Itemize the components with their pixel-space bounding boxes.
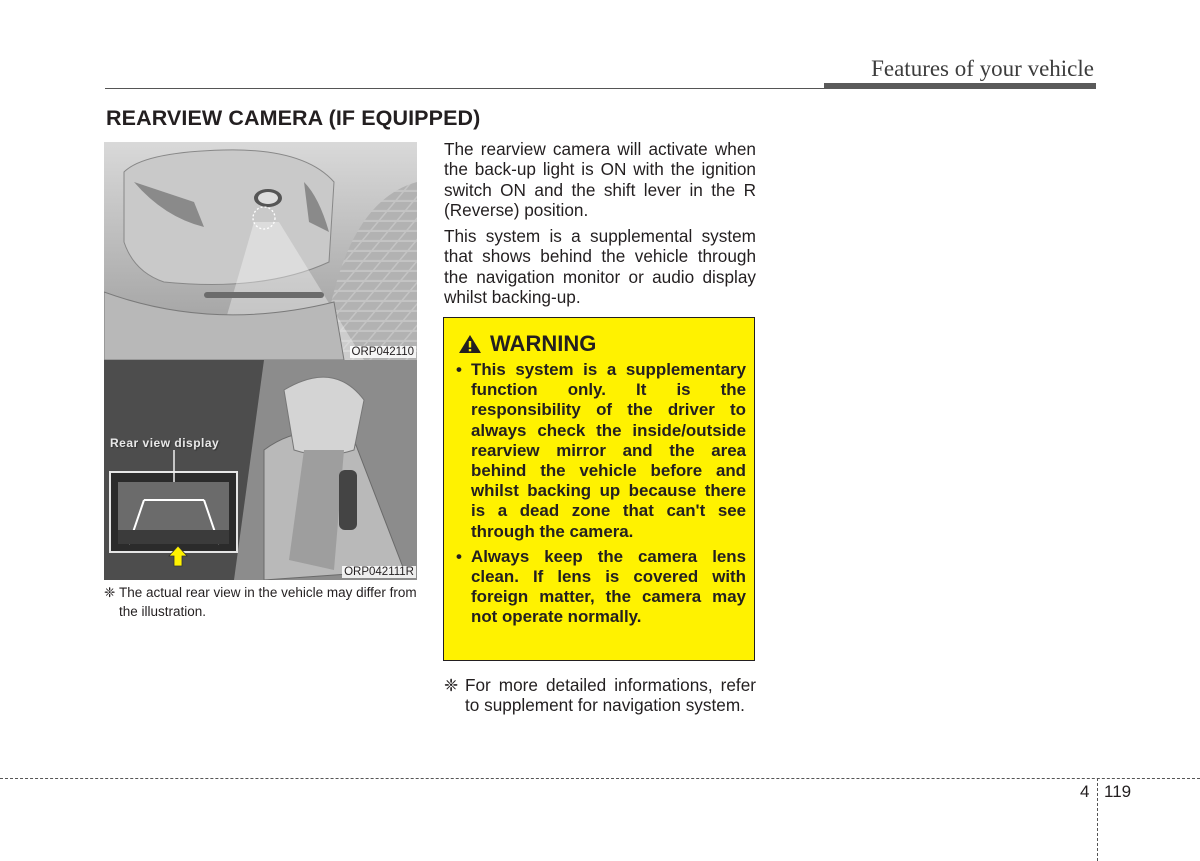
running-header: Features of your vehicle [871,56,1094,81]
warning-triangle-icon [458,334,482,354]
figure-code: ORP042111R [344,566,414,578]
chapter-number: 4 [1080,782,1090,801]
warning-item [454,547,746,628]
bullet: • [456,360,462,379]
warning-heading [458,331,596,357]
warning-title: WARNING [490,331,597,356]
warning-item [454,360,746,542]
note-mark: ❈ [444,675,459,695]
footer-rule [0,778,1200,779]
figure-caption [104,583,418,621]
body-paragraph: The rearview camera will activate when the back-up light is ON with the ignition switch ON and the shift lever in the R (Reverse) position. [444,139,756,220]
figure-caption-text: The actual rear view in the vehicle may differ from the illustration. [119,585,417,619]
note-mark: ❈ [104,585,116,600]
body-paragraph: This system is a supplemental system that shows behind the vehicle through the navigation monitor or audio display whilst backing-up. [444,226,756,307]
shift-lever-display-illustration [104,360,417,580]
note-text: For more detailed informations, refer to supplement for navigation system. [465,675,756,716]
page-number: 119 [1104,782,1132,801]
warning-item-text: Always keep the camera lens clean. If lens is covered with foreign matter, the camera may not operate normally. [471,546,746,627]
supplement-note [444,675,756,716]
footer-divider [1097,778,1098,861]
bullet: • [456,546,462,566]
warning-list [454,360,746,633]
figure-code: ORP042110 [351,346,414,358]
rear-vehicle-illustration [104,142,417,360]
rear-view-display-label: Rear view display [110,436,220,450]
warning-item-text: This system is a supplementary function only. It is the responsibility of the driver to always check the inside/outside rearview mirror and the area behind the vehicle before and whilst backing up because there is a dead zone that can't see through the camera. [471,360,746,541]
header-rule-accent [824,83,1096,89]
warning-box [443,317,755,661]
section-heading: REARVIEW CAMERA (IF EQUIPPED) [106,106,481,130]
